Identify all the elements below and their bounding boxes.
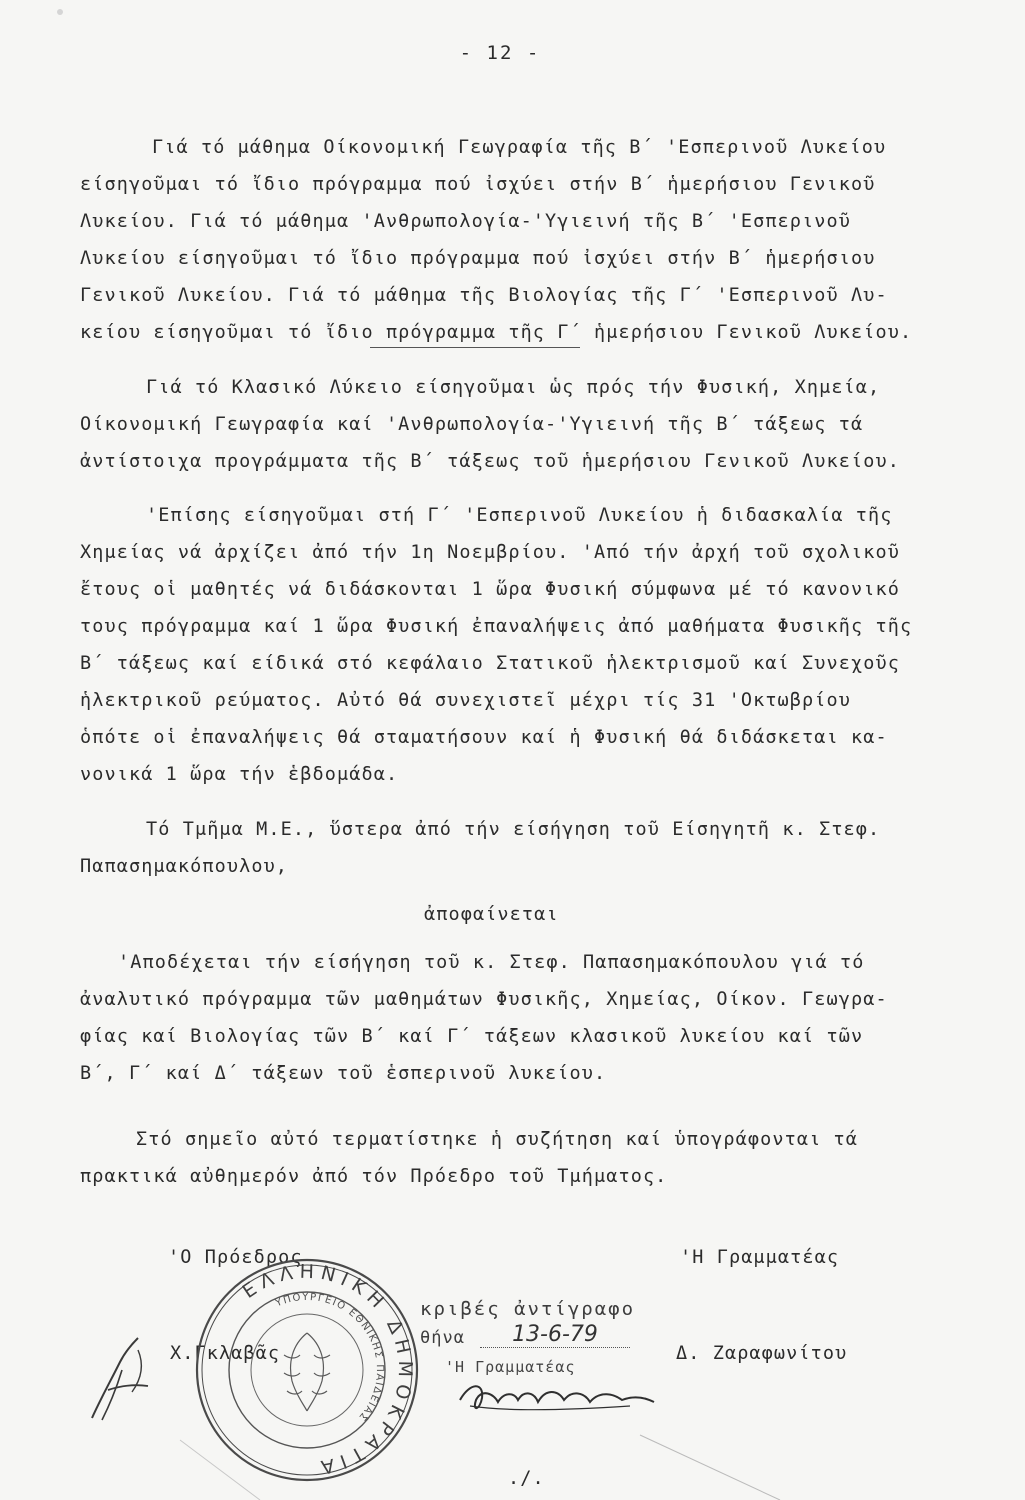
body-line: ὁπότε οἱ ἐπαναλήψεις θά σταματήσουν καί ἡ Φυσική θά διδάσκεται κα-	[80, 727, 888, 748]
body-line: ἔτους οἱ μαθητές νά διδάσκονται 1 ὥρα Φυσική σύμφωνα μέ τό κανονικό	[80, 579, 900, 600]
body-line: Στό σημεῖο αὐτό τερματίστηκε ἡ συζήτηση καί ὑπογράφονται τά	[136, 1129, 859, 1150]
official-stamp	[192, 1255, 422, 1485]
secretary-name: Δ. Ζαραφωνίτου	[676, 1343, 848, 1364]
body-line: Χημείας νά ἀρχίζει ἀπό τήν 1η Νοεμβρίου. 'Από τήν ἀρχή τοῦ σχολικοῦ	[80, 542, 900, 563]
body-line: 'Αποδέχεται τήν είσήγηση τοῦ κ. Στεφ. Παπασημακόπουλου γιά τό	[118, 952, 865, 973]
certified-copy-stamp	[420, 1298, 690, 1418]
body-line: Γιά τό μάθημα Οίκονομική Γεωγραφία τῆς Β΄ 'Εσπερινοῦ Λυκείου	[152, 137, 887, 158]
president-title: 'Ο Πρόεδρος	[168, 1247, 303, 1268]
underline-mark	[370, 347, 580, 348]
body-line: 'Επίσης είσηγοῦμαι στή Γ΄ 'Εσπερινοῦ Λυκείου ἡ διδασκαλία τῆς	[146, 505, 893, 526]
body-line: κείου είσηγοῦμαι τό ἴδιο πρόγραμμα τῆς Γ΄ ἡμερήσιου Γενικοῦ Λυκείου.	[80, 322, 913, 343]
body-line: Β΄, Γ΄ καί Δ΄ τάξεων τοῦ ἑσπερινοῦ λυκείου.	[80, 1063, 607, 1084]
body-line: ἡλεκτρικοῦ ρεύματος. Αὐτό θά συνεχιστεῖ μέχρι τίς 31 'Οκτωβρίου	[80, 690, 851, 711]
body-line: ἀναλυτικό πρόγραμμα τῶν μαθημάτων Φυσικῆς, Χημείας, Οίκον. Γεωγρα-	[80, 989, 888, 1010]
secretary-title: 'Η Γραμματέας	[680, 1247, 840, 1268]
body-line: είσηγοῦμαι τό ἴδιο πρόγραμμα πού ἰσχύει στήν Β΄ ἡμερήσιου Γενικοῦ	[80, 174, 876, 195]
svg-text:ΥΠΟΥΡΓΕΙΟ ΕΘΝΙΚΗΣ ΠΑΙΔΕΙΑΣ: ΥΠΟΥΡΓΕΙΟ ΕΘΝΙΚΗΣ ΠΑΙΔΕΙΑΣ	[274, 1291, 386, 1424]
body-line: ἀντίστοιχα προγράμματα τῆς Β΄ τάξεως τοῦ ἡμερήσιου Γενικοῦ Λυκείου.	[80, 451, 900, 472]
body-line: Λυκείου είσηγοῦμαι τό ἴδιο πρόγραμμα πού ἰσχύει στήν Β΄ ἡμερήσιου	[80, 248, 876, 269]
stamp-emblem	[284, 1333, 330, 1411]
body-line: Γιά τό Κλασικό Λύκειο είσηγοῦμαι ὡς πρός τήν Φυσική, Χημεία,	[146, 377, 881, 398]
body-line: πρακτικά αὐθημερόν ἀπό τόν Πρόεδρο τοῦ Τμήματος.	[80, 1166, 668, 1187]
body-line: φίας καί Βιολογίας τῶν Β΄ καί Γ΄ τάξεων κλασικοῦ λυκείου καί τῶν	[80, 1026, 864, 1047]
body-line: Τό Τμῆμα Μ.Ε., ὕστερα ἀπό τήν είσήγηση τοῦ Είσηγητῆ κ. Στεφ.	[146, 819, 881, 840]
certified-copy-date: 13-6-79	[480, 1322, 630, 1348]
body-line: Λυκείου. Γιά τό μάθημα 'Ανθρωπολογία-'Υγιεινή τῆς Β΄ 'Εσπερινοῦ	[80, 211, 851, 232]
certified-copy-role: 'Η Γραμματέας	[445, 1358, 576, 1376]
svg-text:ΕΛΛΗΝΙΚΗ ΔΗΜΟΚΡΑΤΙΑ: ΕΛΛΗΝΙΚΗ ΔΗΜΟΚΡΑΤΙΑ	[238, 1260, 417, 1479]
certified-copy-title: κριβές ἀντίγραφο	[420, 1298, 636, 1320]
page-number: - 12 -	[459, 42, 541, 64]
body-line: Β΄ τάξεως καί είδικά στό κεφάλαιο Στατικοῦ ἡλεκτρισμοῦ καί Συνεχοῦς	[80, 653, 900, 674]
body-line: Παπασημακόπουλου,	[80, 856, 289, 877]
continuation-mark: ./.	[508, 1468, 545, 1489]
secretary-signature-scribble	[450, 1376, 660, 1416]
president-signature-scribble	[80, 1330, 160, 1425]
president-name: Χ.Γκλαβᾶς	[170, 1343, 281, 1364]
body-line: τους πρόγραμμα καί 1 ὥρα Φυσική ἐπαναλήψεις ἀπό μαθήματα Φυσικῆς τῆς	[80, 616, 913, 637]
body-line: Γενικοῦ Λυκείου. Γιά τό μάθημα τῆς Βιολογίας τῆς Γ΄ 'Εσπερινοῦ Λυ-	[80, 285, 888, 306]
decision-heading: ἀποφαίνεται	[424, 904, 559, 925]
certified-copy-date-prefix: θήνα	[420, 1328, 465, 1348]
body-line: Οίκονομική Γεωγραφία καί 'Ανθρωπολογία-'Υγιεινή τῆς Β΄ τάξεως τά	[80, 414, 864, 435]
body-line: νονικά 1 ὥρα τήν ἑβδομάδα.	[80, 764, 399, 785]
